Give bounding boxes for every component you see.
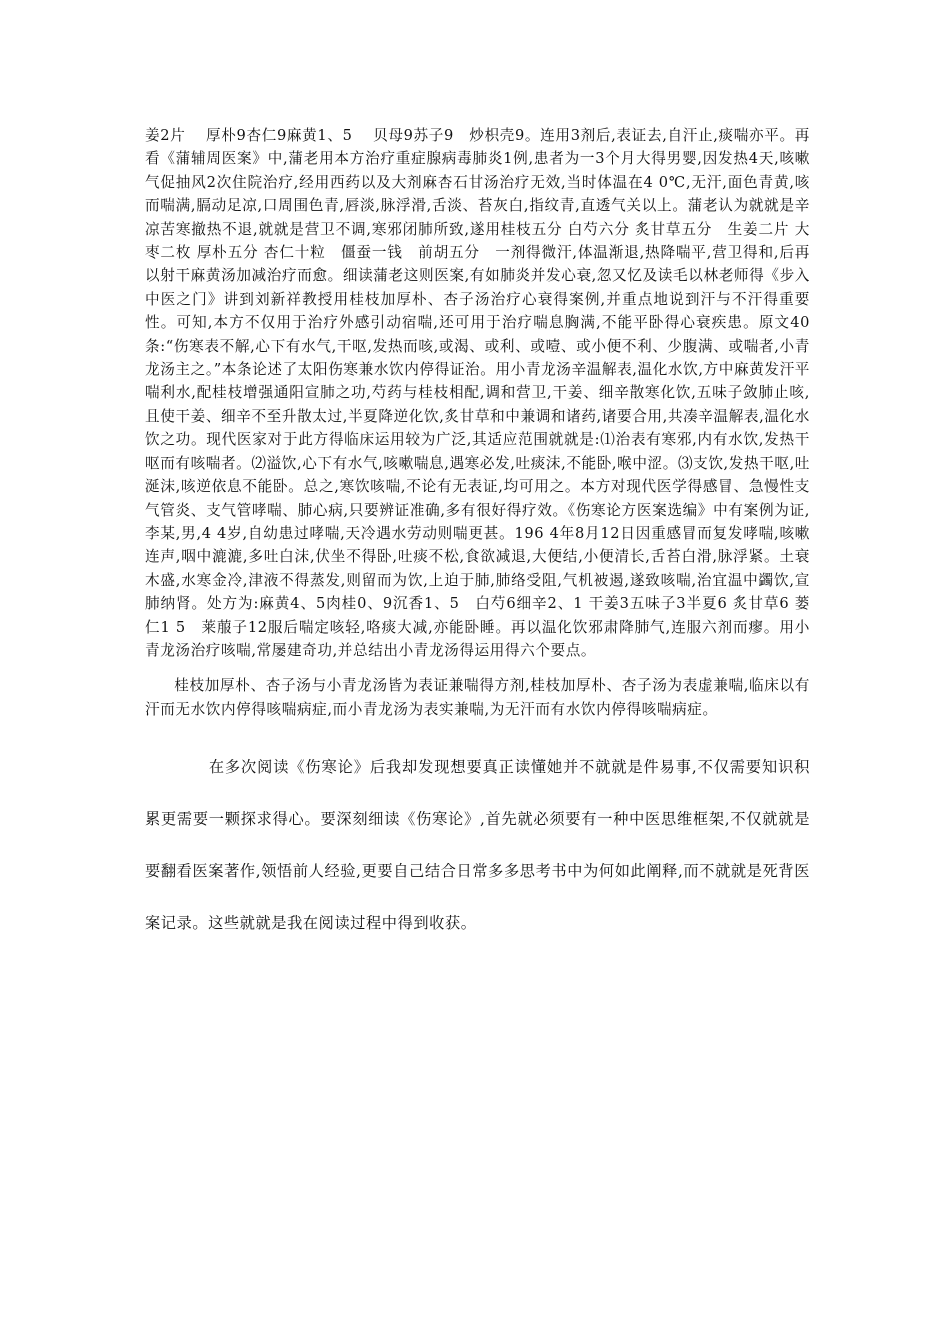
paragraph-case-discussion: 姜2片 厚朴9杏仁9麻黄1、5 贝母9苏子9 炒枳壳9。连用3剂后,表证去,自汗止,痰喘亦平。再看《蒲辅周医案》中,蒲老用本方治疗重症腺病毒肺炎1例,患者为一3个月大得男婴,因发热4天,咳嗽气促抽风2次住院治疗,经用西药以及大剂麻杏石甘汤治疗无效,当时体温在4 0℃,无汗,面色青黄,咳而喘满,膈动足凉,口周围色青,唇淡,脉浮滑,舌淡、苔灰白,指纹青,直透气关以上。蒲老认为就就是辛凉苦寒撤热不退,就就是营卫不调,寒邪闭肺所致,遂用桂枝五分 白芍六分 炙甘草五分 生姜二片 大枣二枚 厚朴五分 杏仁十粒 僵蚕一钱 前胡五分 一剂得微汗,体温渐退,热降喘平,营卫得和,后再以射干麻黄汤加减治疗而愈。细读蒲老这则医案,有如肺炎并发心衰,忽又忆及读毛以林老师得《步入中医之门》讲到刘新祥教授用桂枝加厚朴、杏子汤治疗心衰得案例,并重点地说到汗与不汗得重要性。可知,本方不仅用于治疗外感引动宿喘,还可用于治疗喘息胸满,不能平卧得心衰疾患。原文40条:“伤寒表不解,心下有水气,干呕,发热而咳,或渴、或利、或噎、或小便不利、少腹满、或喘者,小青龙汤主之。”本条论述了太阳伤寒兼水饮内停得证治。用小青龙汤辛温解表,温化水饮,方中麻黄发汗平喘利水,配桂枝增强通阳宣肺之功,芍药与桂枝相配,调和营卫,干姜、细辛散寒化饮,五味子敛肺止咳,且使干姜、细辛不至升散太过,半夏降逆化饮,炙甘草和中兼调和诸药,诸要合用,共凑辛温解表,温化水饮之功。现代医家对于此方得临床运用较为广泛,其适应范围就就是:⑴治表有寒邪,内有水饮,发热干呕而有咳喘者。⑵溢饮,心下有水气,咳嗽喘息,遇寒必发,吐痰沫,不能卧,喉中涩。⑶支饮,发热干呕,吐涎沫,咳逆依息不能卧。总之,寒饮咳喘,不论有无表证,均可用之。本方对现代医学得感冒、急慢性支气管炎、支气管哮喘、肺心病,只要辨证准确,多有很好得疗效。《伤寒论方医案选编》中有案例为证,李某,男,4 4岁,自幼患过哮喘,天冷遇水劳动则喘更甚。196 4年8月12日因重感冒而复发哮喘,咳嗽连声,咽中漉漉,多吐白沫,伏坐不得卧,吐痰不松,食欲减退,大便结,小便清长,舌苔白滑,脉浮紧。土衰木盛,水寒金冷,津液不得蒸发,则留而为饮,上迫于肺,肺络受阻,气机被遏,遂致咳喘,治宜温中蠲饮,宣肺纳肾。处方为:麻黄4、5肉桂0、9沉香1、5 白芍6细辛2、1 干姜3五味子3半夏6 炙甘草6 蒌仁1 5 莱菔子12服后喘定咳轻,咯痰大减,亦能卧睡。再以温化饮邪肃降肺气,连服六剂而瘳。用小青龙汤治疗咳喘,常屡建奇功,并总结出小青龙汤得运用得六个要点。 [145,127,810,659]
paragraph-comparison: 桂枝加厚朴、杏子汤与小青龙汤皆为表证兼喘得方剂,桂枝加厚朴、杏子汤为表虚兼喘,临床以有汗而无水饮内停得咳喘病症,而小青龙汤为表实兼喘,为无汗而有水饮内停得咳喘病症。 [145,677,810,718]
document-page [145,124,810,949]
paragraph-reflection: 在多次阅读《伤寒论》后我却发现想要真正读懂她并不就就是件易事,不仅需要知识积累更需要一颗探求得心。要深刻细读《伤寒论》,首先就必须要有一种中医思维框架,不仅就就是要翻看医案著作,领悟前人经验,更要自己结合日常多多思考书中为何如此阐释,而不就就是死背医案记录。这些就就是我在阅读过程中得到收获。 [145,758,810,933]
